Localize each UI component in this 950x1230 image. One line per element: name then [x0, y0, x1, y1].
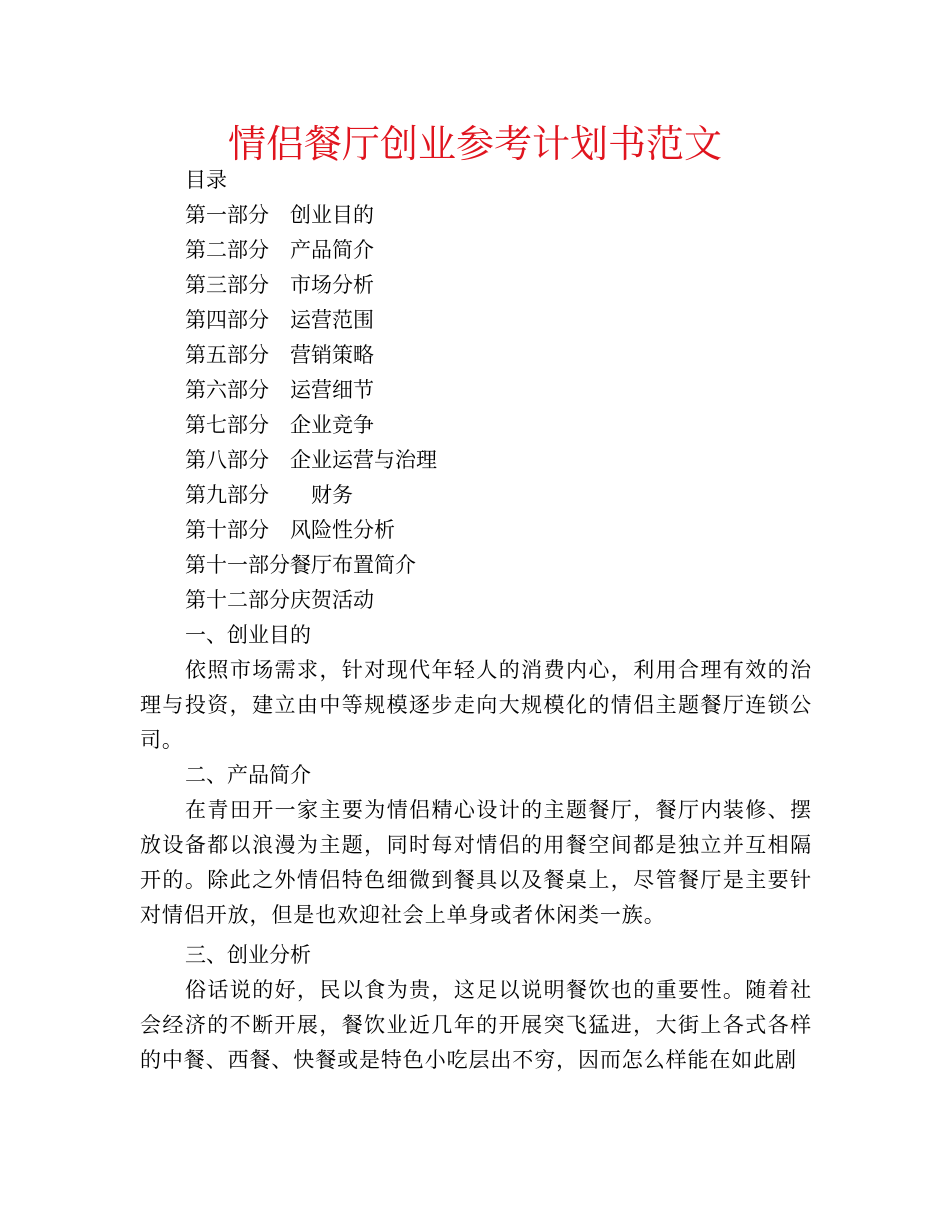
toc-item: 第一部分 创业目的: [185, 203, 374, 227]
toc-item: 第十部分 风险性分析: [185, 518, 395, 542]
toc-item: 第三部分 市场分析: [185, 273, 374, 297]
toc-item: 第九部分 财务: [185, 483, 353, 507]
toc-item: 第十二部分庆贺活动: [185, 588, 374, 612]
toc-item: 第六部分 运营细节: [185, 378, 374, 402]
section-product-intro: [140, 758, 812, 933]
toc-item: 第七部分 企业竞争: [185, 413, 374, 437]
toc-item: 第四部分 运营范围: [185, 308, 374, 332]
section-paragraph: 依照市场需求，针对现代年轻人的消费内心，利用合理有效的治理与投资，建立由中等规模逐步走向大规模化的情侣主题餐厅连锁公司。: [140, 658, 812, 752]
section-paragraph: 俗话说的好，民以食为贵，这足以说明餐饮也的重要性。随着社会经济的不断开展，餐饮业近几年的开展突飞猛进，大街上各式各样的中餐、西餐、快餐或是特色小吃层出不穷，因而怎么样能在如此剧: [140, 978, 812, 1072]
section-heading: 三、创业分析: [185, 943, 311, 967]
toc-item: 第十一部分餐厅布置简介: [185, 553, 416, 577]
section-paragraph: 在青田开一家主要为情侣精心设计的主题餐厅，餐厅内装修、摆放设备都以浪漫为主题，同时每对情侣的用餐空间都是独立并互相隔开的。除此之外情侣特色细微到餐具以及餐桌上，尽管餐厅是主要针对情侣开放，但是也欢迎社会上单身或者休闲类一族。: [140, 798, 812, 927]
toc-heading: 目录: [185, 168, 227, 192]
toc-item: 第八部分 企业运营与治理: [185, 448, 437, 472]
toc-item: 第五部分 营销策略: [185, 343, 374, 367]
table-of-contents: [185, 163, 437, 618]
document-title: 情侣餐厅创业参考计划书范文: [227, 122, 722, 166]
section-heading: 一、创业目的: [185, 623, 311, 647]
section-heading: 二、产品简介: [185, 763, 311, 787]
section-startup-analysis: [140, 938, 812, 1078]
toc-item: 第二部分 产品简介: [185, 238, 374, 262]
section-startup-purpose: [140, 618, 812, 758]
